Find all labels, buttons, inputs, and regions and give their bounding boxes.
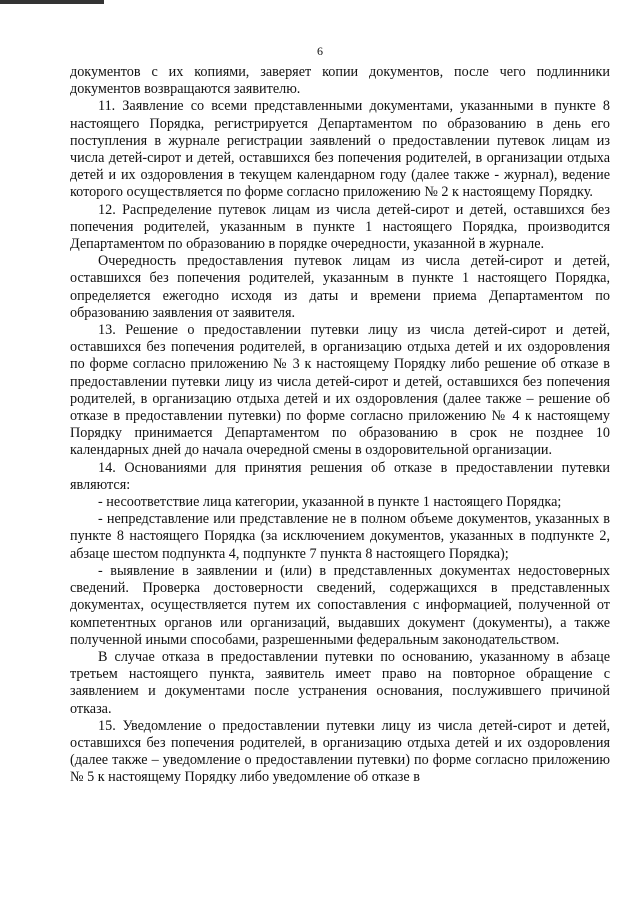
paragraph-11: 11. Заявление со всеми представленными документами, указанными в пункте 8 настоящего Порядка, регистрируется Департаментом по образованию в день его поступления в журнале регистрации заявлений о предоставлении путевок лицам из числа детей-сирот и детей, оставшихся без попечения родителей, в организации отдыха детей и их оздоровления в текущем календарном году (далее также - журнал), ведение которого осуществляется по форме согласно приложению № 2 к настоящему Порядку. [70, 98, 610, 201]
paragraph-14-item-2: - непредставление или представление не в полном объеме документов, указанных в пункте 8 настоящего Порядка (за исключением документов, указанных в подпункте 2, абзаце шестом подпункта 4, подпункте 7 пункта 8 настоящего Порядка); [70, 511, 610, 562]
paragraph-14-refusal: В случае отказа в предоставлении путевки по основанию, указанному в абзаце третьем настоящего пункта, заявитель имеет право на повторное обращение с заявлением и документами после устранения основания, послужившего причиной отказа. [70, 648, 610, 717]
page-number: 6 [317, 44, 323, 58]
paragraph-12: 12. Распределение путевок лицам из числа детей-сирот и детей, оставшихся без попечения родителей, указанным в пункте 1 настоящего Порядка, производится Департаментом по образованию в порядке очередности, указанной в журнале. [70, 201, 610, 253]
paragraph-13: 13. Решение о предоставлении путевки лицу из числа детей-сирот и детей, оставшихся без попечения родителей, в организацию отдыха детей и их оздоровления по форме согласно приложению № 3 к настоящему Порядку либо решение об отказе в предоставлении путевки лицу из числа детей-сирот и детей, оставшихся без попечения родителей, в организацию отдыха детей и их оздоровления (далее также – решение об отказе в предоставлении путевки) по форме согласно приложению № 4 к настоящему Порядку принимается Департаментом по образованию в срок не позднее 10 календарных дней до начала очередной смены в оздоровительной организации. [70, 322, 610, 459]
paragraph-15: 15. Уведомление о предоставлении путевки лицу из числа детей-сирот и детей, оставшихся без попечения родителей, в организацию отдыха детей и их оздоровления (далее также – уведомление о предоставлении путевки) по форме согласно приложению № 5 к настоящему Порядку либо уведомление об отказе в [70, 717, 610, 786]
paragraph-12-order: Очередность предоставления путевок лицам из числа детей-сирот и детей, оставшихся без попечения родителей, указанным в пункте 1 настоящего Порядка, определяется ежегодно исходя из даты и времени приема Департаментом по образованию заявления от заявителя. [70, 253, 610, 321]
paragraph-14-item-3: - выявление в заявлении и (или) в представленных документах недостоверных сведений. Проверка достоверности сведений, содержащихся в представленных документах, осуществляется путем их сопоставления с информацией, полученной от компетентных органов или организаций, выдавших документ (документы), а также полученной иными способами, разрешенными федеральным законодательством. [70, 562, 610, 648]
document-body [70, 64, 610, 787]
top-rule [0, 0, 104, 4]
paragraph-14-item-1: - несоответствие лица категории, указанной в пункте 1 настоящего Порядка; [98, 494, 562, 511]
paragraph-continuation: документов с их копиями, заверяет копии документов, после чего подлинники документов возвращаются заявителю. [70, 64, 610, 98]
paragraph-14: 14. Основаниями для принятия решения об отказе в предоставлении путевки являются: [70, 459, 610, 493]
